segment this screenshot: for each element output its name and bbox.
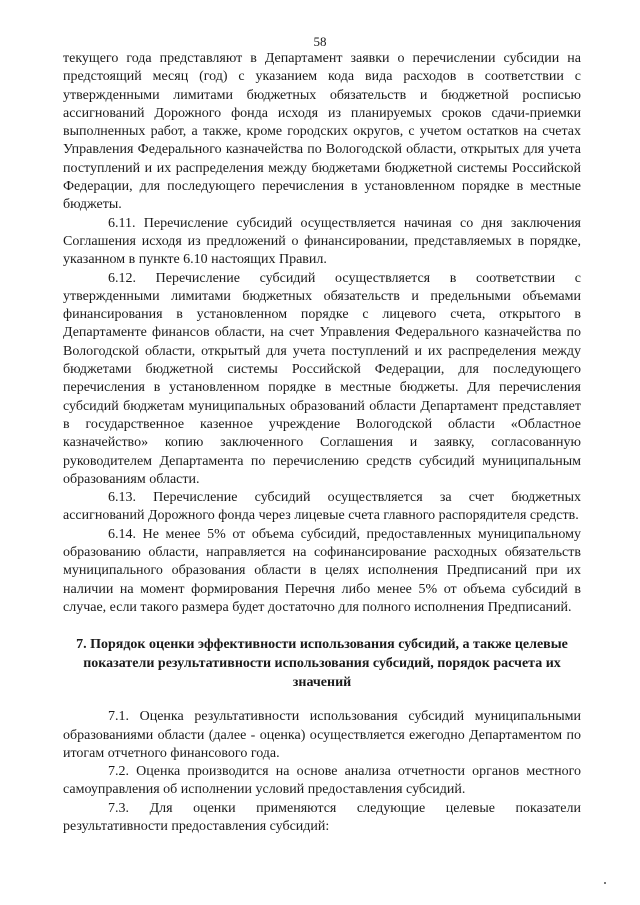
- paragraph-7-1: 7.1. Оценка результативности использования субсидий муниципальными образованиями области (далее - оценка) осуществляется ежегодно Департаментом по итогам отчетного финансового года.: [63, 709, 581, 761]
- document-body: [63, 50, 581, 836]
- paragraph-6-13: 6.13. Перечисление субсидий осуществляется за счет бюджетных ассигнований Дорожного фонда через лицевые счета главного распорядителя средств.: [63, 490, 581, 524]
- paragraph-7-3: 7.3. Для оценки применяются следующие целевые показатели результативности предоставления субсидий:: [63, 800, 581, 834]
- paragraph-7-2: 7.2. Оценка производится на основе анализа отчетности органов местного самоуправления об исполнении условий предоставления субсидий.: [63, 764, 581, 798]
- paragraph-6-12: 6.12. Перечисление субсидий осуществляется в соответствии с утвержденными лимитами бюджетных обязательств и предельными объемами финансирования в установленном порядке с лицевого счета, открытого в Департаменте финансов области, на счет Управления Федерального казначейства по Вологодской области, открытый для учета поступлений и их распределения между бюджетами бюджетной системы Российской Федерации, для последующего перечисления в установленном порядке в местные бюджеты. Для перечисления субсидий бюджетам муниципальных образований области Департамент представляет в государственное казенное учреждение Вологодской области «Областное казначейство» копию заключенного Соглашения и заявку, согласованную руководителем Департамента по перечислению средств субсидий муниципальным образованиям области.: [63, 270, 581, 487]
- section-heading: 7. Порядок оценки эффективности использования субсидий, а также целевые показатели результативности использования субсидий, порядок расчета их значений: [76, 637, 568, 691]
- page-number: 58: [313, 34, 327, 49]
- scan-speck: [604, 882, 606, 884]
- paragraph-6-11: 6.11. Перечисление субсидий осуществляется начиная со дня заключения Соглашения исходя из предложений о финансировании, представляемых в порядке, указанном в пункте 6.10 настоящих Правил.: [63, 215, 581, 268]
- paragraph-6-14: 6.14. Не менее 5% от объема субсидий, предоставленных муниципальному образованию области, направляется на софинансирование расходных обязательств муниципального образования области в целях исполнения Предписаний при их наличии на момент формирования Перечня либо менее 5% от объема субсидий в случае, если такого размера будет достаточно для полного исполнения Предписаний.: [63, 526, 581, 615]
- paragraph-continuation: текущего года представляют в Департамент заявки о перечислении субсидии на предстоящий месяц (год) с указанием кода вида расходов в соответствии с утвержденными лимитами бюджетных обязательств и бюджетной росписью ассигнований Дорожного фонда исходя из планируемых сроков сдачи-приемки выполненных работ, а также, кроме городских округов, с учетом остатков на счетах Управления Федерального казначейства по Вологодской области, открытых для учета поступлений и их распределения между бюджетами бюджетной системы Российской Федерации, для последующего перечисления в установленном порядке в местные бюджеты.: [63, 51, 581, 213]
